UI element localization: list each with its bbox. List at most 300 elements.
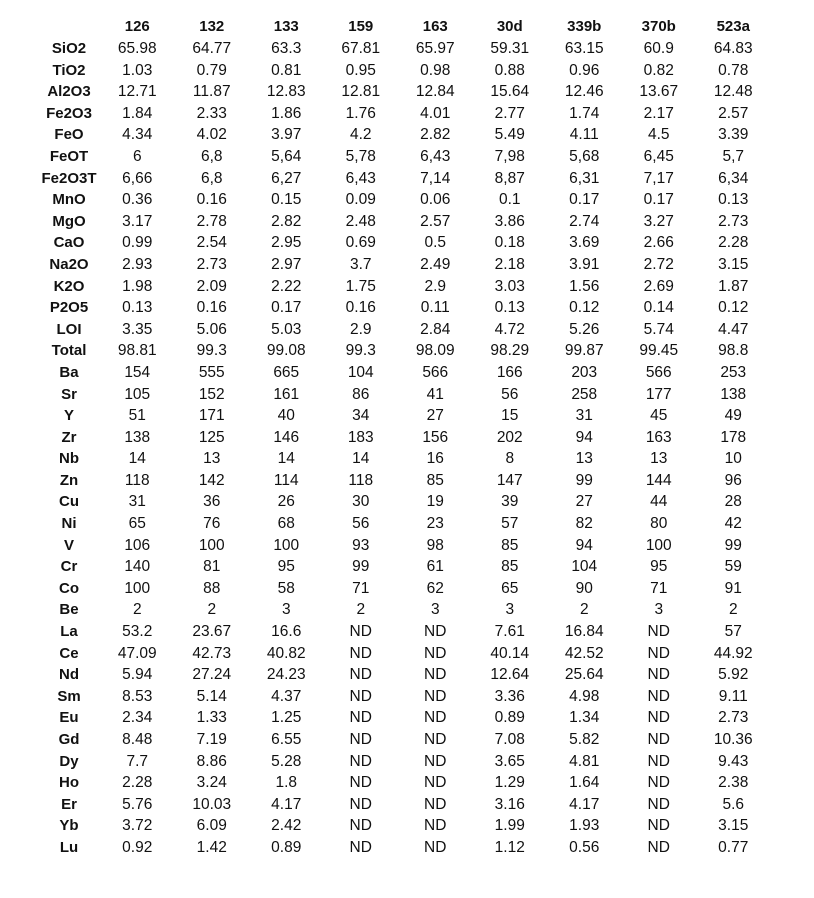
table-cell: 42.73 [192,644,232,662]
row-label: CaO [53,234,85,252]
table-cell: 82 [575,515,593,533]
corner-cell [38,16,100,38]
table-cell: 7.19 [196,731,227,748]
table-cell: 3.65 [494,752,525,770]
table-cell: 1.87 [718,277,749,295]
table-row [38,772,771,794]
table-cell: 258 [571,385,598,403]
table-row [38,405,771,427]
table-cell: 0.13 [718,191,749,209]
row-label: Be [59,601,79,619]
table-cell: 2.33 [196,104,227,122]
table-cell: 0.78 [718,61,749,79]
table-cell: 5.14 [196,687,227,705]
table-cell: 0.79 [196,61,227,79]
table-cell: 0.5 [424,234,447,252]
table-cell: 41 [426,385,444,403]
table-cell: ND [424,774,447,792]
table-cell: 62 [426,579,444,597]
table-cell: 4.11 [569,126,599,144]
table-row [38,362,771,384]
table-cell: ND [647,752,670,770]
table-cell: ND [647,817,670,835]
table-cell: 2.73 [718,709,749,727]
table-cell: 4.47 [718,320,749,338]
table-cell: 44 [650,493,668,511]
table-cell: 71 [650,579,668,597]
table-cell: 154 [124,363,151,381]
table-cell: 15.64 [490,83,530,101]
table-cell: 16.6 [271,623,302,641]
table-cell: 100 [273,536,300,554]
table-cell: 64.77 [192,40,232,57]
table-cell: 2.9 [424,277,447,295]
table-cell: 8.53 [122,687,153,705]
table-cell: 5.28 [271,752,302,770]
table-cell: 118 [124,471,150,489]
table-cell: 24.23 [266,666,306,684]
row-label: Fe2O3T [41,169,97,187]
row-label: La [60,623,78,641]
table-cell: 3.27 [643,212,674,230]
table-cell: 106 [124,536,151,554]
row-label: Er [61,795,77,813]
table-cell: 2.28 [718,234,749,252]
row-label: Co [59,579,79,597]
row-label: Nd [59,666,79,684]
table-cell: 1.93 [569,817,600,835]
table-cell: 63.3 [271,40,302,57]
table-cell: 2.82 [271,212,302,230]
table-cell: 6,31 [569,169,600,187]
column-header: 523a [716,18,750,35]
table-cell: 31 [575,407,593,425]
table-cell: 100 [645,536,672,554]
table-cell: 8 [505,450,515,468]
table-cell: 0.81 [271,61,302,79]
table-cell: 3.24 [196,774,227,792]
table-cell: 0.14 [643,299,674,317]
table-cell: 1.84 [122,104,153,122]
table-row [38,340,771,362]
table-cell: 0.16 [196,299,227,317]
table-cell: 12.48 [713,83,753,101]
table-cell: 3 [281,601,291,619]
row-label: Y [63,407,74,425]
table-cell: 5.6 [722,795,745,813]
table-row [38,513,771,535]
table-cell: 2 [207,601,217,619]
table-cell: 10 [724,450,742,468]
table-cell: 96 [724,471,742,489]
row-label: Lu [59,838,79,856]
table-row [38,599,771,621]
table-cell: 3.69 [569,234,600,252]
table-row [38,254,771,276]
table-row [38,686,771,708]
row-label: Ce [59,644,79,662]
table-row [38,815,771,837]
row-label: Zn [59,471,79,489]
table-cell: 42 [724,515,742,533]
table-cell: 2.38 [718,774,749,792]
column-header: 159 [348,18,374,35]
table-cell: 59.31 [490,40,530,57]
table-cell: 5.74 [643,320,674,338]
table-cell: 3.39 [718,126,749,144]
table-cell: 2.54 [196,234,227,252]
table-cell: 0.16 [345,299,376,317]
table-cell: 3.03 [494,277,525,295]
table-cell: 6,8 [200,169,223,187]
row-label: Cu [59,493,79,511]
table-cell: 5,64 [271,147,302,165]
row-label: TiO2 [52,61,86,79]
table-cell: 81 [203,558,221,576]
table-row [38,535,771,557]
table-cell: 13 [650,450,668,468]
table-cell: 4.81 [569,752,600,770]
table-row [38,751,771,773]
table-cell: 0.36 [122,191,153,209]
table-cell: 99.87 [564,342,604,360]
table-cell: 156 [422,428,449,446]
table-cell: 9.11 [718,687,748,705]
table-cell: ND [349,623,372,641]
table-cell: 7.7 [126,752,149,770]
table-cell: 7,17 [643,169,674,187]
table-row [38,276,771,298]
table-cell: 2.82 [420,126,451,144]
table-cell: 5.26 [569,320,600,338]
table-cell: 6,66 [122,169,153,187]
table-cell: 13 [203,450,221,468]
table-cell: 1.42 [196,838,227,856]
table-cell: 80 [650,515,668,533]
table-cell: 1.76 [345,104,376,122]
table-cell: 31 [128,493,146,511]
table-cell: 2.74 [569,212,600,230]
table-cell: 5.76 [122,795,153,813]
table-row [38,664,771,686]
table-cell: 0.1 [498,191,521,209]
table-cell: 61 [426,558,444,576]
table-cell: 2 [132,601,142,619]
table-cell: 0.17 [643,191,674,209]
table-cell: 0.17 [271,299,302,317]
row-label: Cr [60,558,78,576]
table-cell: 0.13 [494,299,525,317]
table-body [38,38,771,859]
table-cell: 0.18 [494,234,525,252]
table-cell: ND [349,666,372,684]
header-row [38,16,771,38]
table-cell: 0.06 [420,191,451,209]
table-cell: 63.15 [564,40,604,57]
table-cell: 65.98 [117,40,157,57]
table-cell: 1.33 [196,709,227,727]
table-cell: 253 [720,363,747,381]
table-cell: 2.95 [271,234,302,252]
table-cell: 13.67 [639,83,679,101]
table-cell: 6 [132,147,142,165]
table-cell: 203 [571,363,598,381]
table-cell: 6.09 [196,817,227,835]
table-cell: 0.88 [494,61,525,79]
table-cell: 7.61 [494,623,525,641]
column-header: 132 [199,18,225,35]
row-label: Al2O3 [47,83,91,101]
table-cell: 5.06 [196,320,227,338]
table-row [38,189,771,211]
table-row [38,146,771,168]
table-cell: 2.09 [196,277,227,295]
table-cell: 3 [505,601,515,619]
table-cell: 163 [645,428,672,446]
table-cell: ND [424,709,447,727]
table-cell: 178 [720,428,747,446]
table-row [38,38,771,60]
table-cell: 16.84 [564,623,604,641]
row-label: K2O [53,277,85,295]
table-cell: 0.89 [271,838,302,856]
table-cell: 12.84 [415,83,455,101]
table-row [38,297,771,319]
table-row [38,556,771,578]
row-label: Ba [59,363,79,381]
table-row [38,707,771,729]
table-cell: 5.92 [718,666,749,684]
table-cell: 1.56 [569,277,600,295]
table-cell: 98 [426,536,444,554]
table-cell: ND [424,838,447,856]
table-cell: 40 [277,407,295,425]
table-cell: 0.77 [718,838,749,856]
table-cell: 0.99 [122,234,153,252]
table-cell: 166 [496,363,523,381]
table-cell: 1.03 [122,61,153,79]
column-header: 133 [273,18,299,35]
table-cell: 23 [426,515,444,533]
table-cell: 566 [422,363,449,381]
table-cell: 0.11 [420,299,450,317]
table-cell: ND [424,644,447,662]
table-cell: 2 [579,601,589,619]
table-cell: 100 [124,579,151,597]
table-cell: 146 [273,428,300,446]
table-cell: 6,43 [420,147,451,165]
row-label: MnO [52,191,86,209]
table-cell: 2.78 [196,212,227,230]
table-cell: 0.12 [718,299,749,317]
table-cell: 47.09 [117,644,157,662]
table-cell: 14 [352,450,370,468]
table-cell: ND [647,731,670,748]
table-cell: 0.12 [569,299,600,317]
table-cell: 27.24 [192,666,232,684]
row-label: Fe2O3 [46,104,92,122]
table-cell: ND [647,838,670,856]
table-cell: 58 [277,579,295,597]
table-cell: 5,78 [345,147,376,165]
table-row [38,211,771,233]
table-cell: 42.52 [564,644,604,662]
table-cell: 0.13 [122,299,153,317]
table-cell: 39 [501,493,519,511]
row-label: P2O5 [49,299,89,317]
row-label: Ho [59,774,79,792]
table-cell: 3.15 [718,817,749,835]
table-cell: 71 [352,579,370,597]
table-cell: 98.8 [718,342,749,360]
table-cell: 3.91 [569,255,600,273]
table-cell: 0.16 [196,191,227,209]
table-cell: 8,87 [494,169,525,187]
table-row [38,427,771,449]
table-cell: 4.34 [122,126,153,144]
table-cell: 3.15 [718,255,749,273]
table-cell: 12.46 [564,83,604,101]
table-cell: ND [424,752,447,770]
table-cell: 85 [501,536,519,554]
table-cell: 95 [277,558,295,576]
table-cell: 2.57 [718,104,749,122]
table-cell: ND [349,731,372,748]
table-cell: ND [424,817,447,835]
table-cell: 2.66 [643,234,674,252]
row-label: FeOT [49,147,89,165]
table-row [38,621,771,643]
table-cell: 5,68 [569,147,600,165]
table-cell: 40.14 [490,644,530,662]
table-cell: 2.73 [196,255,227,273]
table-cell: 4.2 [349,126,372,144]
table-header [38,16,771,38]
table-cell: 3.97 [271,126,302,144]
table-cell: 2.69 [643,277,674,295]
table-cell: 2.84 [420,320,451,338]
table-cell: 49 [724,407,742,425]
table-cell: 2.17 [643,104,674,122]
row-label: Yb [59,817,79,835]
table-cell: 1.64 [569,774,600,792]
table-cell: 99 [724,536,742,554]
table-cell: 9.43 [718,752,749,770]
table-cell: 114 [273,471,299,489]
table-cell: 85 [426,471,444,489]
table-cell: 183 [347,428,374,446]
table-cell: 161 [273,385,300,403]
table-cell: 140 [124,558,151,576]
table-cell: 3.17 [122,212,153,230]
table-cell: ND [349,644,372,662]
table-cell: 1.25 [271,709,302,727]
row-label: MgO [52,212,86,230]
table-cell: 2.57 [420,212,451,230]
table-cell: 64.83 [713,40,753,57]
table-cell: 6,8 [200,147,223,165]
table-row [38,643,771,665]
table-cell: 2.22 [271,277,302,295]
table-cell: 10.03 [192,795,232,813]
row-label: Nb [59,450,79,468]
table-cell: 142 [198,471,225,489]
table-cell: 51 [128,407,146,425]
table-cell: 57 [724,623,742,641]
table-cell: 56 [352,515,370,533]
table-cell: 4.37 [271,687,302,705]
table-row [38,384,771,406]
table-cell: 3.35 [122,320,153,338]
table-cell: 99 [352,558,370,576]
table-cell: 6.55 [271,731,302,748]
table-cell: 1.74 [569,104,600,122]
table-cell: 3.16 [494,795,525,813]
table-cell: ND [349,752,372,770]
table-cell: ND [349,774,372,792]
table-cell: 0.96 [569,61,600,79]
table-cell: 0.95 [345,61,376,79]
table-cell: 104 [347,363,374,381]
table-cell: 0.82 [643,61,674,79]
table-cell: 7,14 [420,169,451,187]
table-cell: 4.72 [494,320,525,338]
table-cell: 2.34 [122,709,153,727]
table-cell: ND [424,666,447,684]
table-cell: 27 [426,407,444,425]
row-label: Eu [59,709,79,727]
table-cell: 6,43 [345,169,376,187]
table-cell: 4.17 [569,795,600,813]
table-cell: 177 [645,385,672,403]
row-label: Ni [61,515,77,533]
table-cell: 16 [426,450,444,468]
table-cell: 27 [575,493,593,511]
table-cell: ND [647,644,670,662]
row-label: Sm [57,687,81,705]
row-label: Total [51,342,87,360]
table-cell: 28 [724,493,742,511]
table-cell: 171 [198,407,225,425]
table-cell: 95 [650,558,668,576]
table-cell: ND [349,687,372,705]
table-cell: 3.86 [494,212,525,230]
table-cell: 0.09 [345,191,376,209]
table-row [38,491,771,513]
table-cell: 98.81 [117,342,157,360]
table-cell: 144 [645,471,672,489]
table-cell: ND [424,795,447,813]
table-cell: ND [424,687,447,705]
table-cell: ND [647,709,670,727]
table-cell: 1.98 [122,277,153,295]
table-cell: ND [647,774,670,792]
table-cell: 2.18 [494,255,525,273]
table-cell: ND [349,838,372,856]
table-cell: 5.49 [494,126,525,144]
table-cell: 90 [575,579,593,597]
table-cell: 65.97 [415,40,455,57]
table-cell: 2.48 [345,212,376,230]
table-cell: 5,7 [722,147,745,165]
table-row [38,578,771,600]
table-cell: 12.83 [266,83,306,101]
table-cell: 65 [501,579,519,597]
table-cell: 6,45 [643,147,674,165]
table-cell: 1.34 [569,709,600,727]
table-cell: 555 [198,363,225,381]
table-cell: 19 [426,493,444,511]
